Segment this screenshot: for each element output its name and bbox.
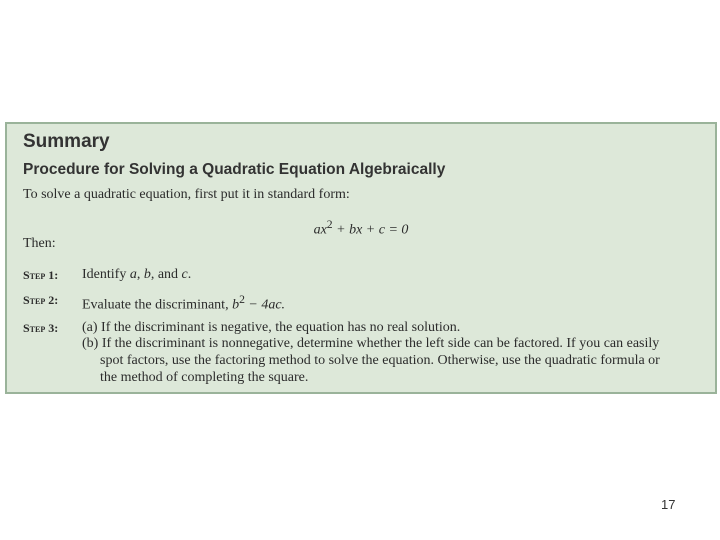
equation-ax: ax — [313, 222, 327, 238]
then-text: Then: — [23, 236, 56, 251]
step-2-rest: − 4ac. — [244, 297, 286, 313]
step-3-part-b-line-1: (b) If the discriminant is nonnegative, determine whether the left side can be factored. If you can easily — [82, 336, 660, 351]
step-2-pre: Evaluate the discriminant, — [82, 297, 233, 313]
step-2-text — [82, 292, 285, 314]
summary-heading: Summary — [23, 131, 110, 152]
step-3-part-b-line-3: the method of completing the square. — [100, 370, 309, 385]
step-1-sep1: , — [136, 267, 144, 282]
step-3-part-a: (a) If the discriminant is negative, the equation has no real solution. — [82, 320, 461, 335]
step-1-b: b — [143, 267, 151, 282]
step-1-end: . — [187, 267, 192, 282]
step-2-b: b — [232, 297, 240, 313]
intro-text: To solve a quadratic equation, first put it in standard form: — [23, 187, 350, 202]
step-1-text — [82, 267, 191, 283]
procedure-title: Procedure for Solving a Quadratic Equation Algebraically — [23, 161, 446, 178]
equation-exponent: 2 — [326, 218, 333, 231]
step-2-label: Step 2: — [23, 293, 59, 307]
step-1-a: a — [129, 267, 137, 282]
step-1-label: Step 1: — [23, 268, 59, 282]
step-1-c: c — [181, 267, 188, 282]
step-1-pre: Identify — [82, 267, 130, 282]
step-2-exponent: 2 — [239, 293, 245, 306]
equation-rest: + bx + c = 0 — [332, 222, 409, 238]
standard-form-equation — [7, 217, 715, 239]
summary-box — [5, 122, 717, 394]
page-number: 17 — [661, 497, 676, 512]
step-3-label: Step 3: — [23, 321, 59, 335]
step-3-part-b-line-2: spot factors, use the factoring method to solve the equation. Otherwise, use the quadratic formula or — [100, 353, 660, 368]
step-1-sep2: , and — [150, 267, 182, 282]
